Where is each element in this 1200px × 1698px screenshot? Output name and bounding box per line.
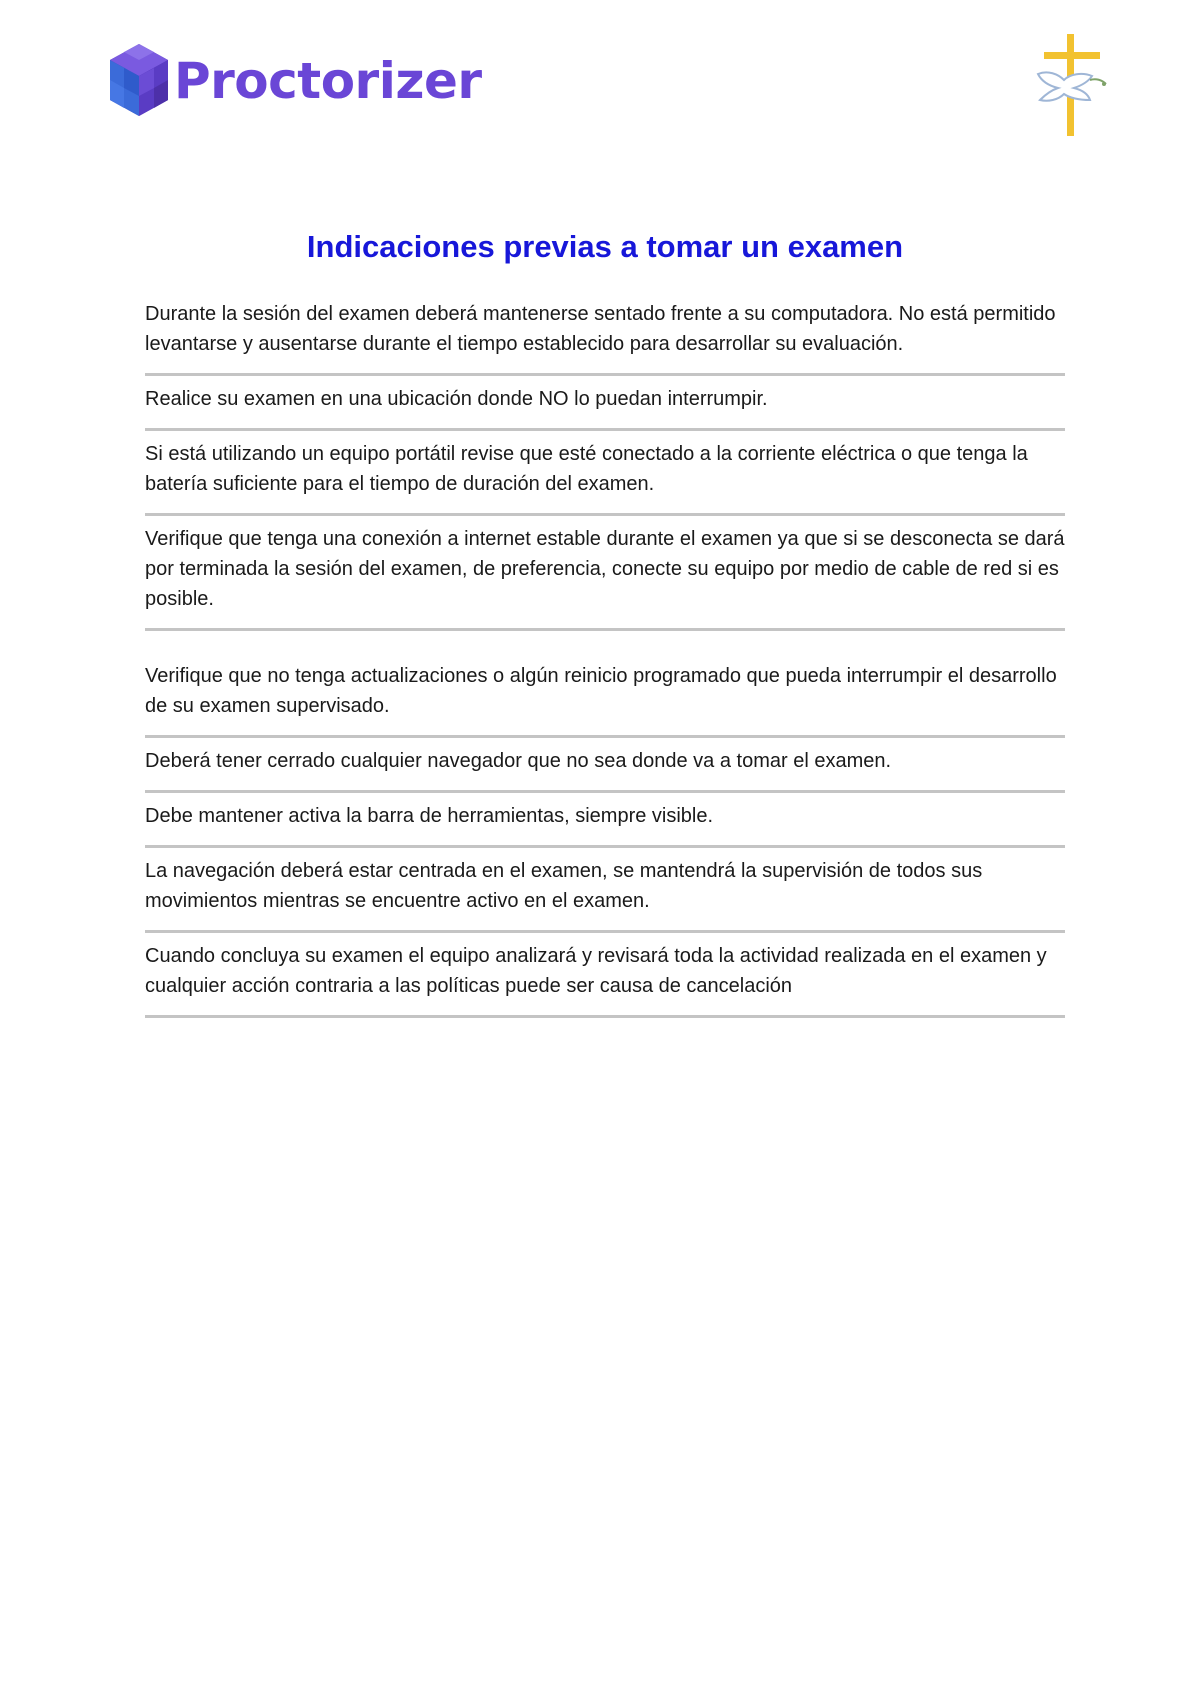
rule-item: Durante la sesión del examen deberá mantenerse sentado frente a su computadora. No está permitido levantarse y ausentarse durante el tiempo establecido para desarrollar su evaluación. [145,299,1065,376]
brand-name: Proctorizer [174,52,482,110]
rule-item: Deberá tener cerrado cualquier navegador que no sea donde va a tomar el examen. [145,738,1065,793]
rule-item: Si está utilizando un equipo portátil revise que esté conectado a la corriente eléctrica o que tenga la batería suficiente para el tiempo de duración del examen. [145,431,1065,516]
proctorizer-logo [108,42,482,118]
rule-item: Verifique que tenga una conexión a internet estable durante el examen ya que si se desconecta se dará por terminada la sesión del examen, de preferencia, conecte su equipo por medio de cable de red si es posible. [145,516,1065,631]
page-header [0,0,1200,160]
rules-list [145,299,1065,1018]
rule-item: Realice su examen en una ubicación donde NO lo puedan interrumpir. [145,376,1065,431]
rule-item: Debe mantener activa la barra de herramientas, siempre visible. [145,793,1065,848]
page-title: Indicaciones previas a tomar un examen [306,229,904,264]
rule-item: Verifique que no tenga actualizaciones o algún reinicio programado que pueda interrumpir el desarrollo de su examen supervisado. [145,631,1065,738]
document-body [145,228,1065,1018]
proctorizer-cube-logo-icon [108,42,170,118]
rule-item: La navegación deberá estar centrada en el examen, se mantendrá la supervisión de todos sus movimientos mientras se encuentre activo en el examen. [145,848,1065,933]
rule-item: Cuando concluya su examen el equipo analizará y revisará toda la actividad realizada en el examen y cualquier acción contraria a las políticas puede ser causa de cancelación [145,933,1065,1018]
cross-dove-crest-icon [1030,30,1114,140]
